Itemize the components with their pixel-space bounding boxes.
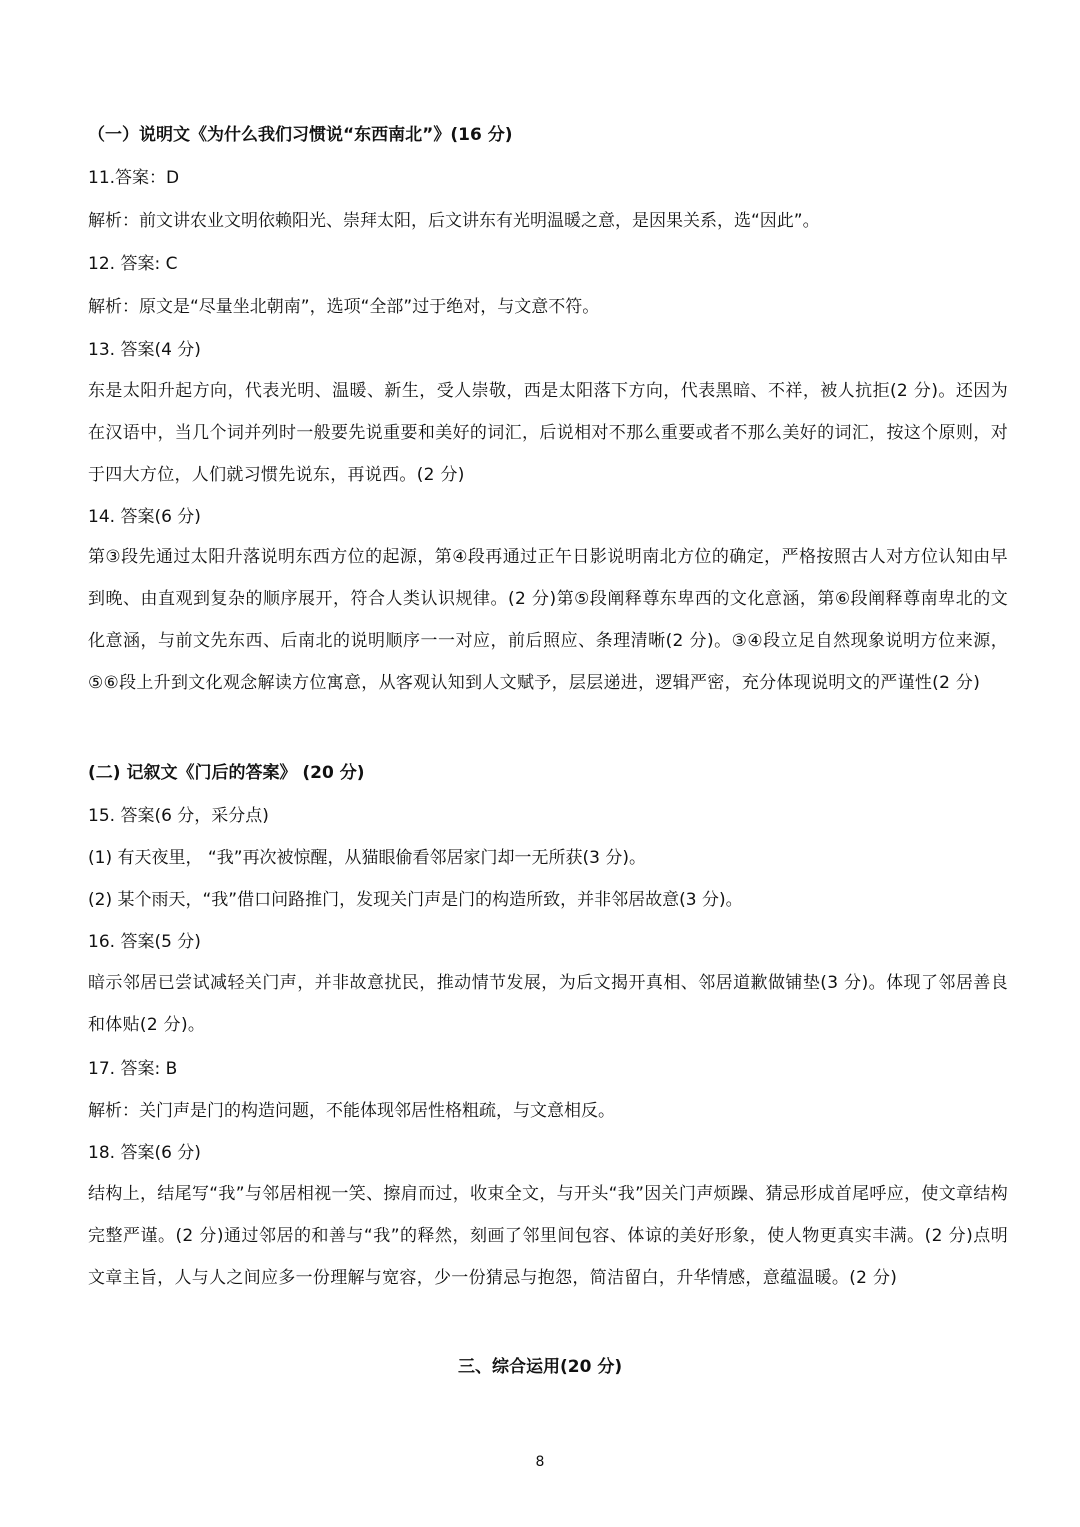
q15-point-2: (2) 某个雨天，“我”借口问路推门，发现关门声是门的构造所致，并非邻居故意(3 分)。 [88,890,743,910]
q15-point-1: (1) 有天夜里， “我”再次被惊醒，从猫眼偷看邻居家门却一无所获(3 分)。 [88,848,646,868]
q15-answer: 15. 答案(6 分，采分点) [88,806,269,826]
q17-answer: 17. 答案: B [88,1059,178,1079]
q14-body: 第③段先通过太阳升落说明东西方位的起源，第④段再通过正午日影说明南北方位的确定，严格按照古人对方位认知由早到晚、由直观到复杂的顺序展开，符合人类认识规律。(2 分)第⑤段阐释尊东卑西的文化意涵，第⑥段阐释尊南卑北的文化意涵，与前文先东西、后南北的说明顺序一一对应，前后照应、条理清晰(2 分)。③④段立足自然现象说明方位来源，⑤⑥段上升到文化观念解读方位寓意，从客观认知到人文赋予，层层递进，逻辑严密，充分体现说明文的严谨性(2 分) [88,547,1008,693]
q11-answer: 11.答案：D [88,168,180,188]
section-2-title: (二) 记叙文《门后的答案》 (20 分) [88,763,365,783]
q13-answer: 13. 答案(4 分) [88,340,201,360]
section-3-title: 三、综合运用(20 分) [458,1357,623,1377]
q12-analysis: 解析：原文是“尽量坐北朝南”，选项“全部”过于绝对，与文意不符。 [88,297,600,317]
q14-answer: 14. 答案(6 分) [88,507,201,527]
section-1-title: （一）说明文《为什么我们习惯说“东西南北”》(16 分) [88,125,513,145]
q18-answer: 18. 答案(6 分) [88,1143,201,1163]
q16-body: 暗示邻居已尝试减轻关门声，并非故意扰民，推动情节发展，为后文揭开真相、邻居道歉做铺垫(3 分)。体现了邻居善良和体贴(2 分)。 [88,973,1008,1035]
page-number: 8 [535,1454,545,1470]
q13-body: 东是太阳升起方向，代表光明、温暖、新生，受人崇敬，西是太阳落下方向，代表黑暗、不祥，被人抗拒(2 分)。还因为在汉语中，当几个词并列时一般要先说重要和美好的词汇，后说相对不那么重要或者不那么美好的词汇，按这个原则，对于四大方位，人们就习惯先说东，再说西。(2 分) [88,381,1008,485]
q17-analysis: 解析：关门声是门的构造问题，不能体现邻居性格粗疏，与文意相反。 [88,1101,615,1121]
q11-analysis: 解析：前文讲农业文明依赖阳光、崇拜太阳，后文讲东有光明温暖之意，是因果关系，选“因此”。 [88,211,820,231]
q12-answer: 12. 答案: C [88,254,178,274]
q18-body: 结构上，结尾写“我”与邻居相视一笑、擦肩而过，收束全文，与开头“我”因关门声烦躁、猜忌形成首尾呼应，使文章结构完整严谨。(2 分)通过邻居的和善与“我”的释然，刻画了邻里间包容、体谅的美好形象，使人物更真实丰满。(2 分)点明文章主旨，人与人之间应多一份理解与宽容，少一份猜忌与抱怨，简洁留白，升华情感，意蕴温暖。(2 分) [88,1184,1008,1288]
q16-answer: 16. 答案(5 分) [88,932,201,952]
